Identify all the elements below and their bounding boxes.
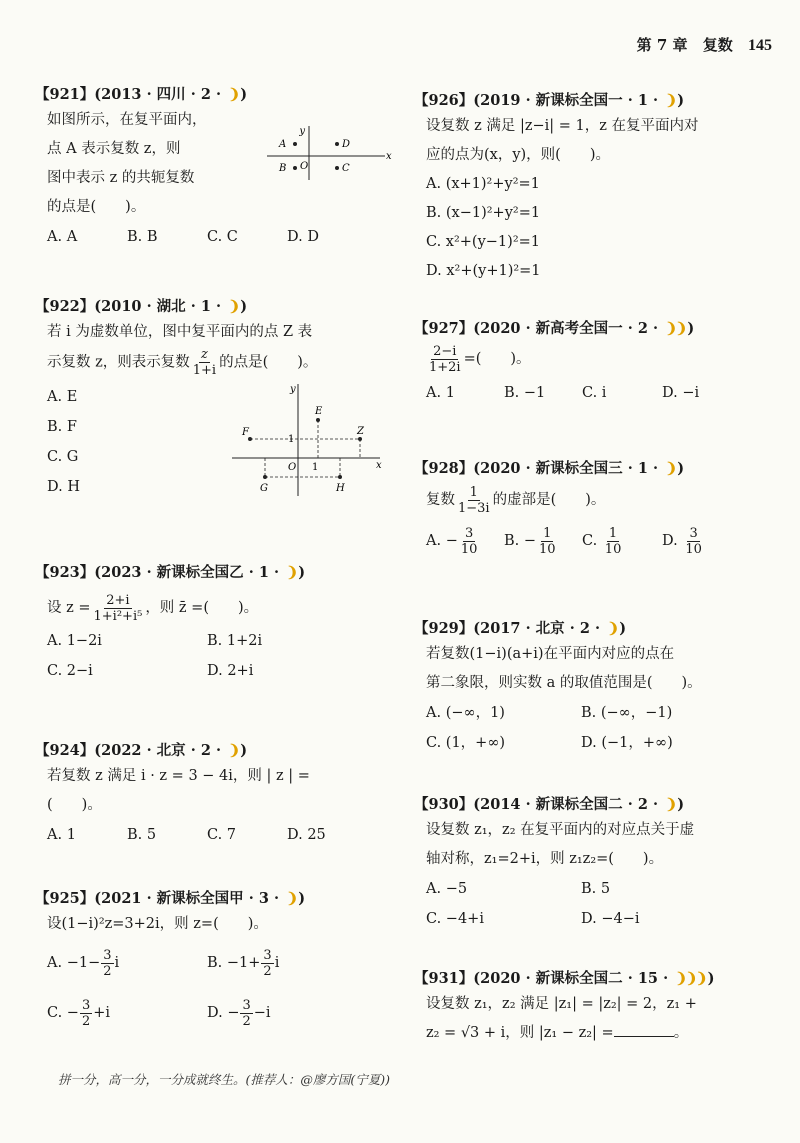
origin-label: O [300, 161, 309, 172]
options-row: C. −4+i D. −4−i [426, 911, 640, 927]
point-d-label: D [342, 139, 351, 150]
difficulty-moon-icon: ❩ [228, 298, 239, 315]
difficulty-moon-icon: ❩ [665, 796, 676, 813]
axis-x-label: x [386, 151, 392, 162]
tick-y-one: 1 [288, 434, 295, 445]
options-row: C. 2−i D. 2+i [47, 663, 254, 679]
difficulty-moon-icon: ❩ [228, 742, 239, 759]
problem-stem: 若复数(1−i)(a+i)在平面内对应的点在 第二象限，则实数 a 的取值范围是( )。 [426, 646, 702, 691]
point-d [335, 142, 339, 146]
problem-title: 【927】(2020 · 新高考全国一 · 2 · ❩❩ ) [414, 320, 695, 337]
point-b-label: B [279, 163, 287, 174]
difficulty-moon-icon: ❩ [665, 460, 676, 477]
point-a [293, 142, 297, 146]
options-row: A. 1−2i B. 1+2i [47, 633, 263, 649]
point-f-label: F [242, 427, 249, 438]
difficulty-moon-icon: ❩ [228, 86, 239, 103]
problem-title: 【922】(2010 · 湖北 · 1 · ❩ ) [35, 298, 248, 315]
problem-923 [35, 562, 395, 686]
point-h-label: H [336, 483, 345, 494]
options-row: A. −1− $\frac{3}{2}$ i B. −1+ $\frac{3}{2}$ i [47, 947, 280, 979]
options-row: C. − $\frac{3}{2}$ +i D. − $\frac{3}{2}$ −i [47, 997, 271, 1029]
problem-925 [35, 888, 395, 1033]
footer-motto: 拼一分，高一分，一分成就终生。(推荐人：@廖方国(宁夏)) [58, 1072, 391, 1087]
problem-stem: 设(1−i)²z=3+2i，则 z=( )。 [47, 916, 268, 932]
problem-928 [414, 458, 774, 562]
problem-922 [35, 296, 395, 502]
axis-x-label: x [376, 460, 382, 471]
problem-924 [35, 740, 395, 850]
fraction: $\frac{1}{1-3i}$ [458, 484, 490, 516]
point-c-label: C [342, 163, 350, 174]
options-row: A. −5 B. 5 [426, 881, 611, 897]
problem-stem: 若复数 z 满足 i · z = 3 − 4i，则 | z | = ( )。 [47, 768, 310, 813]
page-header [627, 34, 772, 55]
answer-blank[interactable] [614, 1022, 674, 1037]
axis-y-label: y [290, 384, 296, 395]
problem-929 [414, 618, 774, 758]
problem-stem: 设复数 z₁，z₂ 满足 |z₁| = |z₂| = 2，z₁ + z₂ = √3 + i，则 |z₁ − z₂| = 。 [426, 996, 697, 1041]
point-z-label: Z [357, 426, 364, 437]
tick-x-one: 1 [312, 462, 319, 473]
problem-931 [414, 968, 774, 1048]
chapter-topic: 复数 [702, 36, 733, 54]
difficulty-moon-icon: ❩ [607, 620, 618, 637]
problem-title: 【921】(2013 · 四川 · 2 · ❩ ) [35, 86, 248, 103]
problem-926 [414, 90, 774, 286]
problem-927 [414, 318, 774, 408]
problem-stem: 若 i 为虚数单位，图中复平面内的点 Z 表 示复数 z，则表示复数 $\frac{z}{1+i}$ 的点是( )。 [47, 324, 318, 378]
difficulty-moon-icon: ❩ [665, 92, 676, 109]
difficulty-moon-icon: ❩❩ [665, 320, 686, 337]
difficulty-moon-icon: ❩ [286, 890, 297, 907]
point-g [263, 475, 267, 479]
fraction: $\frac{2+i}{\text{1+i²+i⁵}}$ [93, 592, 143, 624]
point-g-label: G [260, 483, 268, 494]
complex-plane-figure [230, 380, 390, 500]
options-column: A. (x+1)²+y²=1 B. (x−1)²+y²=1 C. x²+(y−1)²=1 D. x²+(y+1)²=1 [426, 176, 541, 279]
complex-plane-figure [265, 122, 395, 182]
point-z [358, 437, 362, 441]
problem-stem: 设复数 z₁，z₂ 在复平面内的对应点关于虚 轴对称，z₁=2+i，则 z₁z₂=( )。 [426, 822, 695, 867]
problem-stem: 复数 $\frac{1}{1-3i}$ 的虚部是( )。 [426, 484, 606, 516]
fraction: $\frac{2-i}{1+2i}$ [429, 343, 461, 375]
problem-title: 【925】(2021 · 新课标全国甲 · 3 · ❩ ) [35, 890, 306, 907]
problem-stem: 设 z = $\frac{2+i}{\text{1+i²+i⁵}}$ ，则 z̄ =( )。 [47, 592, 259, 624]
problem-title: 【931】(2020 · 新课标全国二 · 15 · ❩❩❩ ) [414, 970, 715, 987]
problem-title: 【930】(2014 · 新课标全国二 · 2 · ❩ ) [414, 796, 685, 813]
problem-stem: 如图所示，在复平面内， 点 A 表示复数 z，则 图中表示 z 的共轭复数 的点是( )。 [47, 112, 207, 215]
options-row: A. 1 B. 5 C. 7 D. 25 [47, 827, 326, 843]
axis-y-label: y [299, 126, 305, 137]
problem-921 [35, 84, 395, 252]
options-row: A. A B. B C. C D. D [47, 229, 319, 245]
page-number: 145 [748, 37, 772, 54]
problem-title: 【929】(2017 · 北京 · 2 · ❩ ) [414, 620, 627, 637]
problem-930 [414, 794, 774, 934]
options-row: A. (−∞，1) B. (−∞，−1) [426, 705, 673, 721]
problem-stem: 设复数 z 满足 |z−i| = 1，z 在复平面内对 应的点为(x，y)，则( )。 [426, 118, 699, 163]
point-b [293, 166, 297, 170]
point-h [338, 475, 342, 479]
difficulty-moon-icon: ❩ [286, 564, 297, 581]
options-row: C. (1，+∞) D. (−1，+∞) [426, 735, 673, 751]
problem-title: 【926】(2019 · 新课标全国一 · 1 · ❩ ) [414, 92, 685, 109]
point-a-label: A [279, 139, 287, 150]
problem-title: 【924】(2022 · 北京 · 2 · ❩ ) [35, 742, 248, 759]
origin-label: O [288, 462, 297, 473]
point-e [316, 418, 320, 422]
problem-stem: $\frac{2-i}{1+2i}$ =( )。 [429, 343, 531, 375]
difficulty-moon-icon: ❩❩❩ [675, 970, 706, 987]
options-column: A. E B. F C. G D. H [47, 389, 80, 495]
point-c [335, 166, 339, 170]
problem-title: 【923】(2023 · 新课标全国乙 · 1 · ❩ ) [35, 564, 306, 581]
problem-title: 【928】(2020 · 新课标全国三 · 1 · ❩ ) [414, 460, 685, 477]
point-e-label: E [315, 406, 323, 417]
options-row: A. 1 B. −1 C. i D. −i [426, 385, 700, 401]
chapter-label: 第 7 章 [636, 36, 688, 54]
options-row: A. − $\frac{3}{10}$ B. − $\frac{1}{10}$ C. $\frac{1}{10}$ D. $\frac{3}{10}$ [426, 525, 702, 557]
fraction: $\frac{z}{1+i}$ [192, 347, 217, 378]
